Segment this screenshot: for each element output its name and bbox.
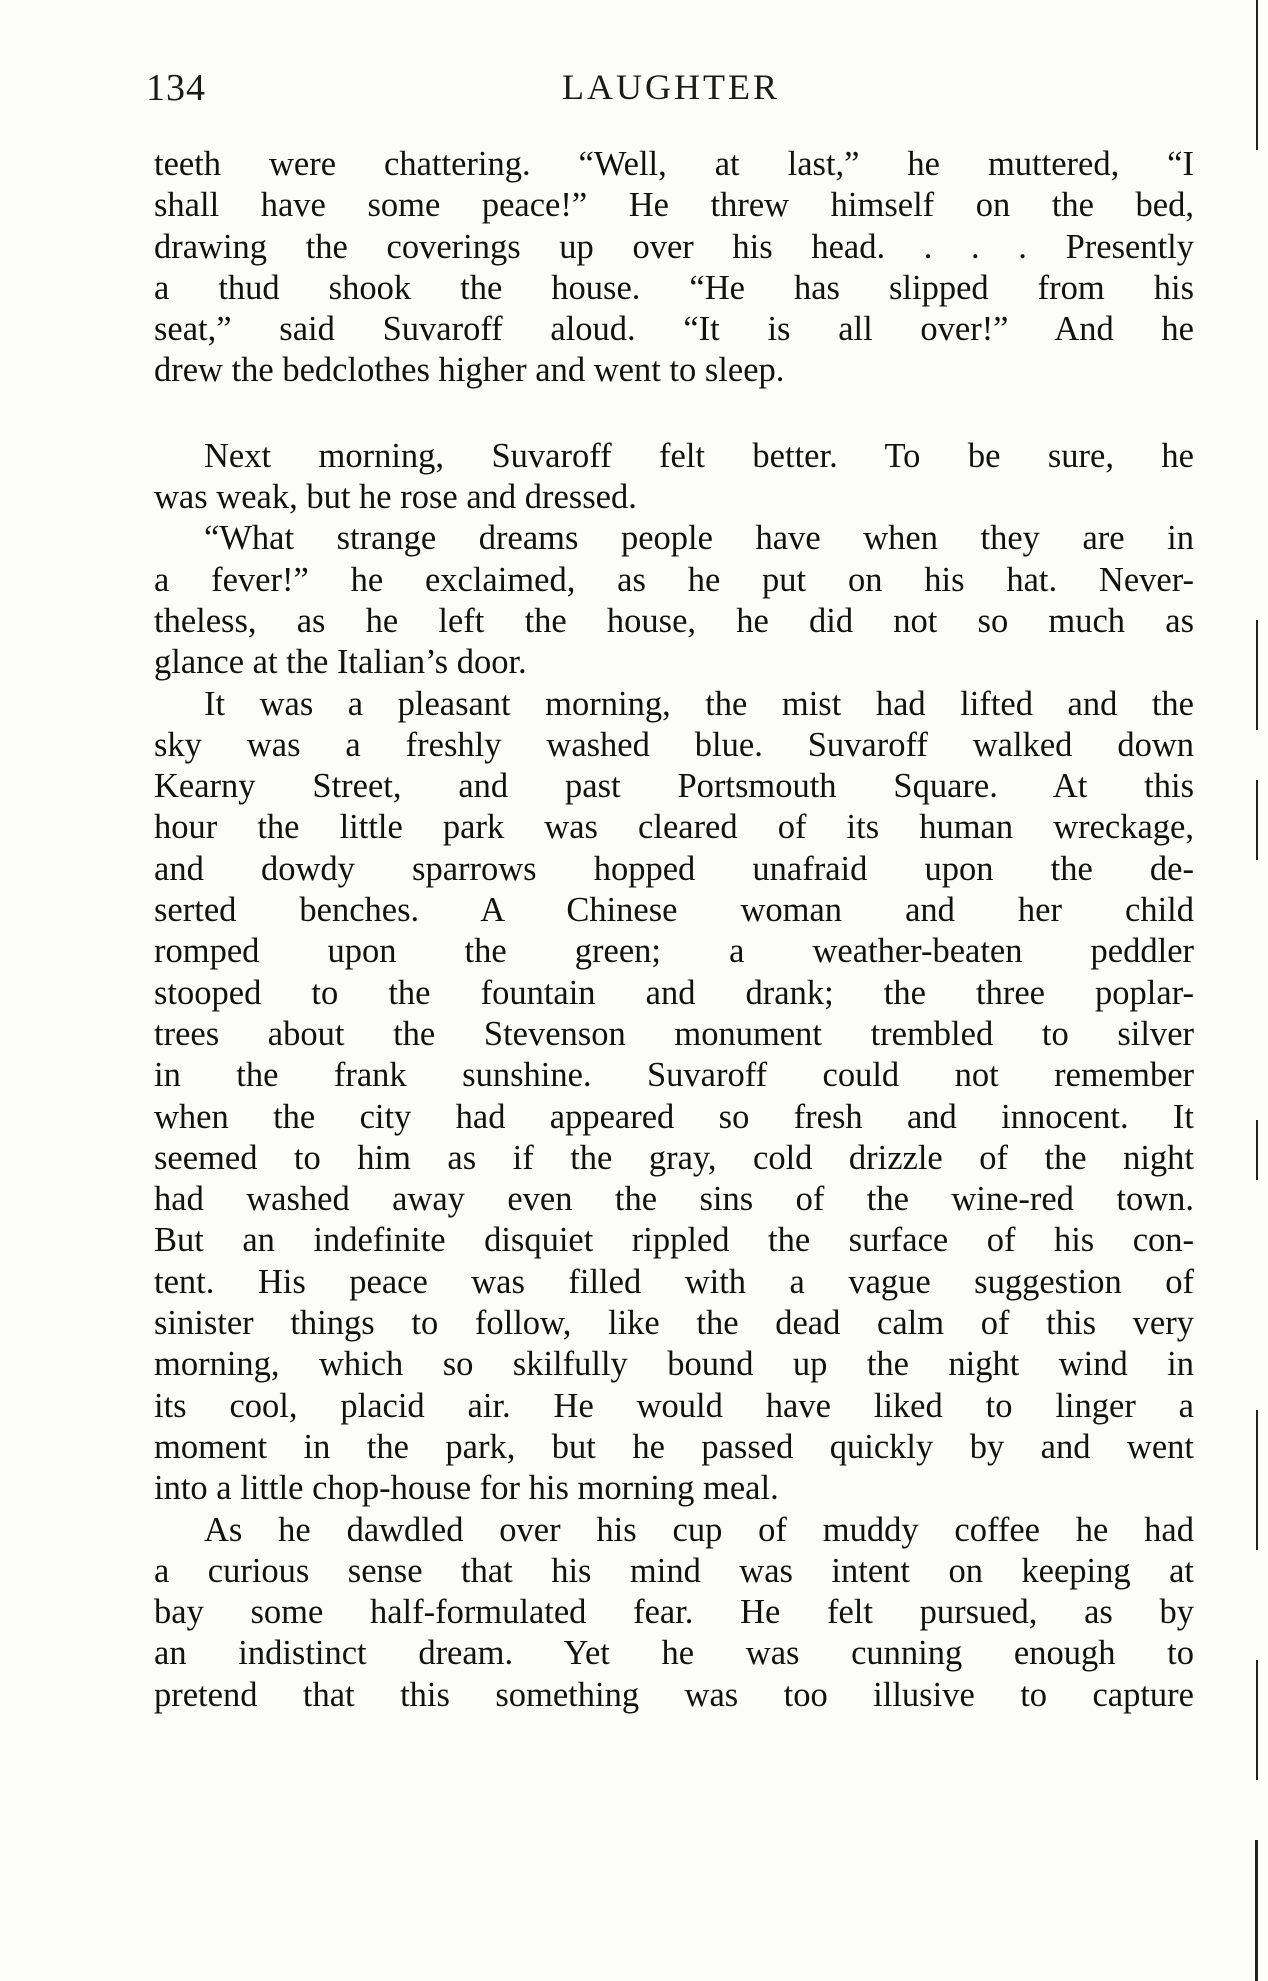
- text-line: drew the bedclothes higher and went to sleep.: [154, 351, 785, 390]
- text-line: seat,” said Suvaroff aloud. “It is all over!” And he: [154, 310, 1194, 349]
- text-line: serted benches. A Chinese woman and her child: [154, 891, 1194, 930]
- text-line: theless, as he left the house, he did not so much as: [154, 601, 1194, 640]
- text-line: teeth were chattering. “Well, at last,” he muttered, “I: [154, 145, 1194, 183]
- text-line: in the frank sunshine. Suvaroff could not remember: [154, 1056, 1194, 1095]
- text-line: and dowdy sparrows hopped unafraid upon the de-: [154, 849, 1194, 888]
- scan-edge-mark: [1255, 1840, 1258, 1981]
- scan-edge-mark: [1256, 620, 1258, 730]
- text-line: drawing the coverings up over his head. . . . Presently: [154, 227, 1194, 266]
- scan-edge-mark: [1256, 1410, 1258, 1550]
- text-line: It was a pleasant morning, the mist had lifted and the: [204, 684, 1194, 723]
- text-line: glance at the Italian’s door.: [154, 643, 527, 682]
- text-line: bay some half-formulated fear. He felt pursued, as by: [154, 1593, 1194, 1632]
- text-line: But an indefinite disquiet rippled the surface of his con-: [154, 1221, 1194, 1260]
- text-line: romped upon the green; a weather-beaten peddler: [154, 932, 1194, 971]
- text-line: stooped to the fountain and drank; the three poplar-: [154, 973, 1194, 1012]
- text-line: a thud shook the house. “He has slipped from his: [154, 268, 1194, 307]
- text-line: Kearny Street, and past Portsmouth Square. At this: [154, 767, 1194, 806]
- text-line: sinister things to follow, like the dead calm of this very: [154, 1304, 1194, 1343]
- scan-edge-mark: [1256, 1660, 1258, 1780]
- text-line: pretend that this something was too illusive to capture: [154, 1675, 1194, 1714]
- text-line: moment in the park, but he passed quickly by and went: [154, 1427, 1194, 1466]
- page-header: [146, 66, 1196, 122]
- text-line: Next morning, Suvaroff felt better. To be sure, he: [204, 436, 1194, 475]
- section-break: [154, 392, 1194, 436]
- text-line: seemed to him as if the gray, cold drizzle of the night: [154, 1138, 1194, 1177]
- text-line: a fever!” he exclaimed, as he put on his hat. Never-: [154, 560, 1194, 599]
- text-line: “What strange dreams people have when they are in: [204, 519, 1194, 558]
- text-line: tent. His peace was filled with a vague suggestion of: [154, 1262, 1194, 1301]
- scan-edge-mark: [1256, 0, 1258, 150]
- text-line: morning, which so skilfully bound up the night wind in: [154, 1345, 1194, 1384]
- text-line: into a little chop-house for his morning meal.: [154, 1469, 779, 1508]
- text-line: when the city had appeared so fresh and innocent. It: [154, 1097, 1194, 1136]
- page-number: 134: [146, 67, 206, 109]
- text-line: had washed away even the sins of the wine-red town.: [154, 1180, 1194, 1219]
- scan-edge-mark: [1256, 780, 1258, 860]
- text-line: a curious sense that his mind was intent on keeping at: [154, 1551, 1194, 1590]
- text-line: was weak, but he rose and dressed.: [154, 478, 637, 517]
- text-line: hour the little park was cleared of its human wreckage,: [154, 808, 1194, 847]
- text-line: sky was a freshly washed blue. Suvaroff walked down: [154, 725, 1194, 764]
- text-line: trees about the Stevenson monument trembled to silver: [154, 1014, 1194, 1053]
- scan-edge-mark: [1256, 1120, 1258, 1180]
- body-text: [154, 144, 1194, 1716]
- running-head: LAUGHTER: [562, 67, 780, 107]
- text-line: its cool, placid air. He would have liked to linger a: [154, 1386, 1194, 1425]
- text-line: shall have some peace!” He threw himself on the bed,: [154, 186, 1194, 225]
- text-line: As he dawdled over his cup of muddy coffee he had: [204, 1510, 1194, 1549]
- text-line: an indistinct dream. Yet he was cunning enough to: [154, 1634, 1194, 1673]
